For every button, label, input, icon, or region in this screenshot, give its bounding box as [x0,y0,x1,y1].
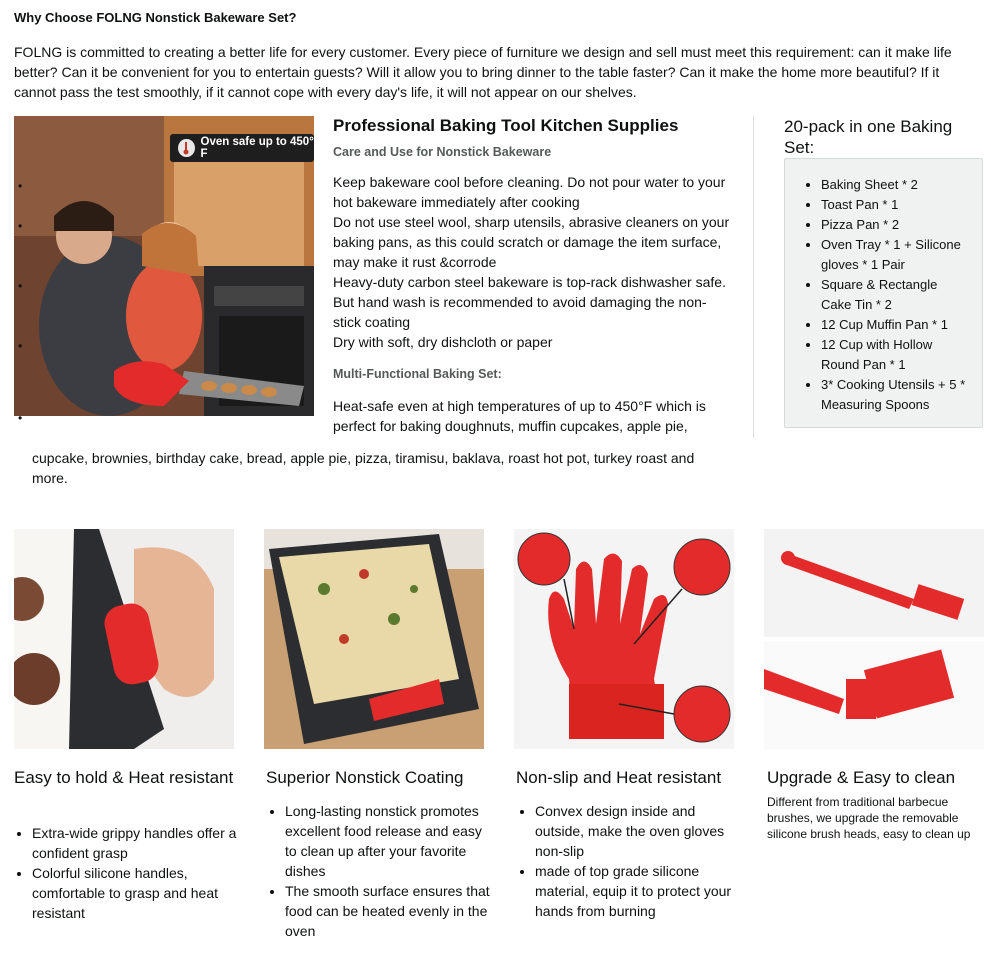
feature-list [267,801,497,941]
feature-title: Upgrade & Easy to clean [767,768,956,787]
feature-title: Easy to hold & Heat resistant [14,768,234,787]
bullet-marker: • [18,339,23,353]
feature-list [14,823,248,923]
feature-item: • Long-lasting nonstick promotes excellent food release and easy to clean up after your favorite dishes [285,801,497,881]
pack-item: • 12 Cup with Hollow Round Pan * 1 [821,335,970,375]
care-and-use-column [333,116,733,436]
oven-safe-badge [170,134,314,162]
feature-title: Non-slip and Heat resistant [516,768,722,787]
feature-list [517,801,737,921]
care-item: Heavy-duty carbon steel bakeware is top-rack dishwasher safe. But hand wash is recommended to avoid damaging the non-stick coating [333,274,726,330]
pack-item: • 12 Cup Muffin Pan * 1 [821,315,970,335]
care-list [333,172,733,352]
feature-item: • made of top grade silicone material, equip it to protect your hands from burning [535,861,737,921]
bullet-marker: • [18,279,23,293]
intro-paragraph: FOLNG is committed to creating a better life for every customer. Every piece of furniture we design and sell must meet this requirement: can it make life better? Can it be convenient for you to entertain guests? Will it allow you to bring dinner to the table faster? Can it make the home more beautiful? If it cannot pass the test smoothly, if it cannot cope with every day's life, it will not appear on our shelves. [14,44,952,100]
bullet-marker: • [18,411,23,425]
badge-text: Oven safe up to 450° F [200,136,314,160]
feature-item: • The smooth surface ensures that food can be heated evenly in the oven [285,881,497,941]
heat-safe-text-continued: cupcake, brownies, birthday cake, bread, apple pie, pizza, tiramisu, baklava, roast hot pot, turkey roast and more. [32,450,695,486]
feature-item: • Extra-wide grippy handles offer a confident grasp [32,823,248,863]
care-item: Dry with soft, dry dishcloth or paper [333,334,553,350]
column-divider [753,116,754,438]
pack-item: • Baking Sheet * 2 [821,175,970,195]
pack-item: • Toast Pan * 1 [821,195,970,215]
silicone-glove-image [514,529,734,749]
heat-safe-text: Heat-safe even at high temperatures of up to 450°F which is perfect for baking doughnuts, muffin cupcakes, apple pie, [333,398,706,434]
pack-item: • 3* Cooking Utensils + 5 * Measuring Spoons [821,375,970,415]
thermometer-icon [178,139,195,157]
basting-brush-image [764,529,984,749]
heading-professional: Professional Baking Tool Kitchen Supplies [333,116,679,135]
bullet-marker: • [18,179,23,193]
care-item: Do not use steel wool, sharp utensils, abrasive cleaners on your baking pans, as this could scratch or damage the item surface, may make it rust &corrode [333,214,730,270]
pack-title: 20-pack in one Baking Set: [784,117,953,157]
heading-multi-functional: Multi-Functional Baking Set: [333,367,502,381]
care-item: Keep bakeware cool before cleaning. Do not pour water to your hot bakeware immediately after cooking [333,174,726,210]
pack-item: • Square & Rectangle Cake Tin * 2 [821,275,970,315]
lasagna-pan-image [264,529,484,749]
feature-title: Superior Nonstick Coating [266,768,464,787]
pack-item: • Oven Tray * 1 + Silicone gloves * 1 Pair [821,235,970,275]
hero-photo-family-baking [14,116,314,416]
pack-item: • Pizza Pan * 2 [821,215,970,235]
feature-item: • Colorful silicone handles, comfortable to grasp and heat resistant [32,863,248,923]
bullet-marker: • [18,219,23,233]
heading-care: Care and Use for Nonstick Bakeware [333,145,552,159]
pack-contents-box [784,158,983,428]
feature-description: Different from traditional barbecue brushes, we upgrade the removable silicone brush heads, easy to clean up [767,795,971,841]
handle-grip-image [14,529,234,749]
feature-item: • Convex design inside and outside, make the oven gloves non-slip [535,801,737,861]
section-title: Why Choose FOLNG Nonstick Bakeware Set? [14,10,297,25]
